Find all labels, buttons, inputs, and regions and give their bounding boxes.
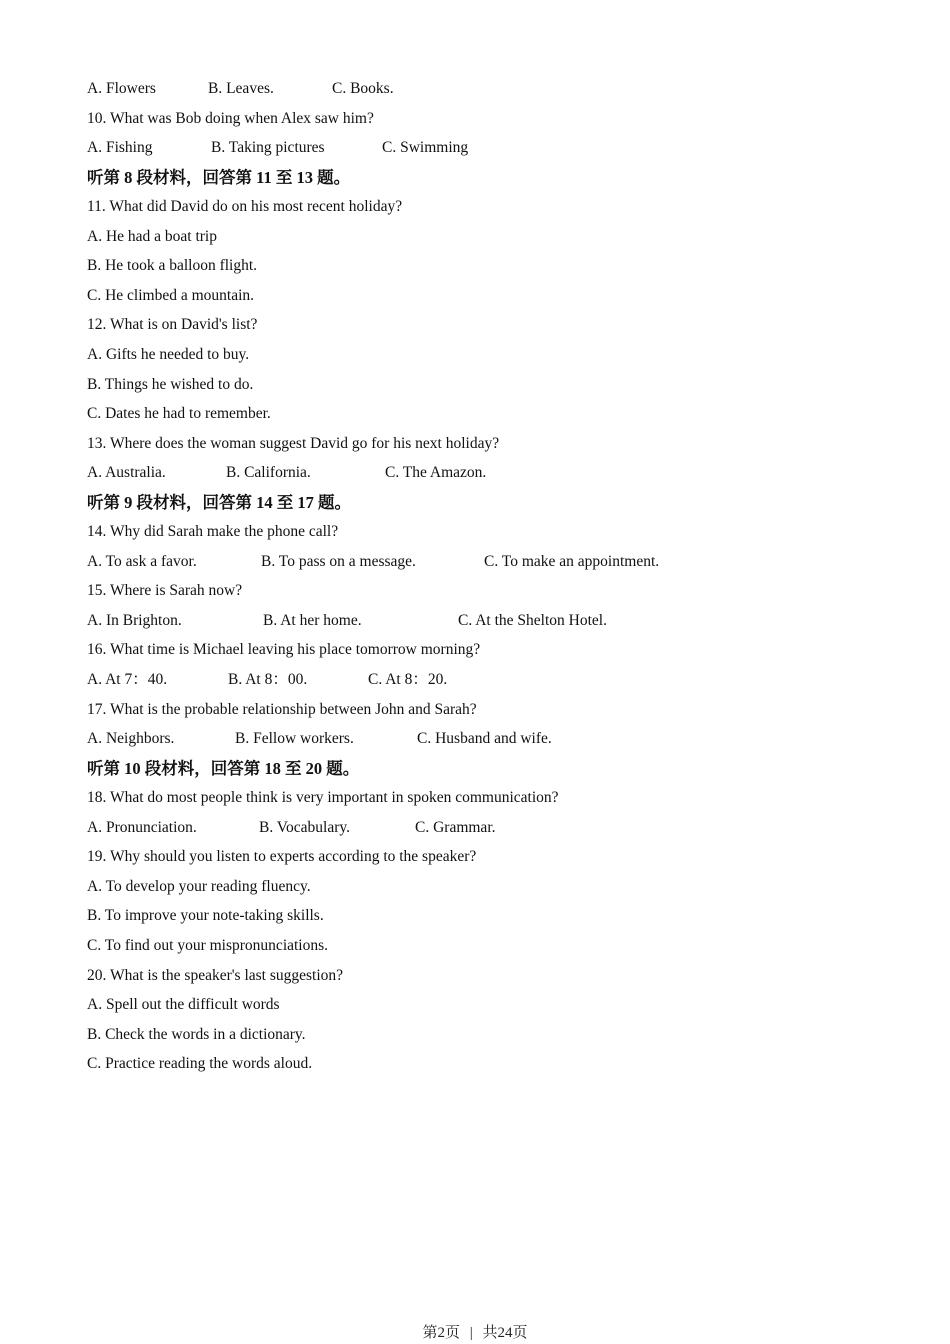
answer-option: A. Gifts he needed to buy. <box>87 345 250 363</box>
answer-option: C. He climbed a mountain. <box>87 286 255 304</box>
answer-option: A. Australia. <box>87 464 166 482</box>
question-text: 10. What was Bob doing when Alex saw him? <box>87 109 374 127</box>
question-text: 19. Why should you listen to experts according to the speaker? <box>87 848 477 866</box>
answer-option: C. Grammar. <box>415 818 496 836</box>
total-pages: 共24页 <box>482 1325 528 1341</box>
section-heading: 听第 10 段材料，回答第 18 至 20 题。 <box>87 758 360 778</box>
answer-option: B. Fellow workers. <box>235 730 354 748</box>
answer-option: B. California. <box>226 464 311 482</box>
question-text: 13. Where does the woman suggest David go for his next holiday? <box>87 434 500 452</box>
answer-option: C. To find out your mispronunciations. <box>87 936 329 954</box>
answer-option: C. Husband and wife. <box>417 730 552 748</box>
question-text: 20. What is the speaker's last suggestion? <box>87 966 344 984</box>
question-text: 11. What did David do on his most recent holiday? <box>87 198 403 216</box>
question-text: 15. Where is Sarah now? <box>87 582 243 600</box>
answer-option: B. At 8：00. <box>228 671 308 688</box>
answer-option: C. Swimming <box>382 139 469 157</box>
footer-separator: | <box>469 1325 473 1341</box>
answer-option: B. At her home. <box>263 611 362 629</box>
page-footer <box>0 1321 950 1342</box>
answer-option: C. Dates he had to remember. <box>87 405 271 423</box>
answer-option: C. To make an appointment. <box>484 552 660 570</box>
answer-option: B. Taking pictures <box>211 139 325 157</box>
answer-option: C. At the Shelton Hotel. <box>458 611 607 629</box>
answer-option: A. Pronunciation. <box>87 818 197 836</box>
question-text: 16. What time is Michael leaving his place tomorrow morning? <box>87 641 481 659</box>
answer-option: C. At 8：20. <box>368 671 448 688</box>
question-text: 18. What do most people think is very important in spoken communication? <box>87 789 559 807</box>
answer-option: A. Flowers <box>87 80 156 97</box>
question-text: 14. Why did Sarah make the phone call? <box>87 523 339 541</box>
question-text: 12. What is on David's list? <box>87 316 258 334</box>
answer-option: B. Vocabulary. <box>259 818 350 836</box>
answer-option: A. At 7：40. <box>87 671 168 688</box>
answer-option: C. Books. <box>332 80 394 97</box>
answer-option: A. To develop your reading fluency. <box>87 877 311 895</box>
answer-option: B. Check the words in a dictionary. <box>87 1025 306 1043</box>
answer-option: B. He took a balloon flight. <box>87 257 258 275</box>
section-heading: 听第 9 段材料，回答第 14 至 17 题。 <box>87 492 351 512</box>
answer-option: B. Things he wished to do. <box>87 375 254 393</box>
answer-option: A. Neighbors. <box>87 730 175 748</box>
answer-option: A. To ask a favor. <box>87 552 197 570</box>
answer-option: A. Spell out the difficult words <box>87 996 280 1014</box>
answer-option: A. In Brighton. <box>87 611 182 629</box>
answer-option: B. Leaves. <box>208 80 274 97</box>
answer-option: A. He had a boat trip <box>87 227 217 245</box>
answer-option: A. Fishing <box>87 139 153 157</box>
answer-option: C. Practice reading the words aloud. <box>87 1055 313 1073</box>
answer-option: B. To pass on a message. <box>261 552 416 570</box>
section-heading: 听第 8 段材料，回答第 11 至 13 题。 <box>87 167 351 187</box>
question-text: 17. What is the probable relationship between John and Sarah? <box>87 700 477 718</box>
answer-option: B. To improve your note-taking skills. <box>87 907 324 925</box>
page-number: 第2页 <box>422 1325 460 1341</box>
answer-option: C. The Amazon. <box>385 464 487 482</box>
